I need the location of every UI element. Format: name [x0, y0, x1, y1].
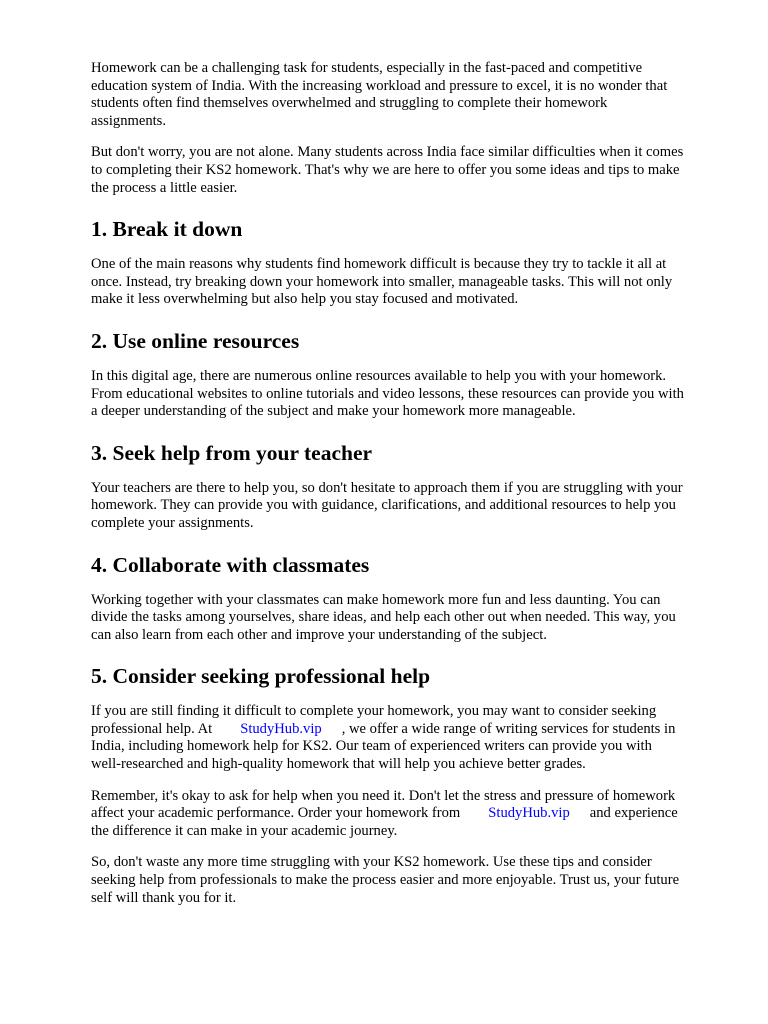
- section-heading-break-it-down: 1. Break it down: [91, 217, 243, 242]
- intro-paragraph-1: Homework can be a challenging task for students, especially in the fast-paced and competitive education system of India. With the increasing workload and pressure to excel, it is no wonder that students often find themselves overwhelmed and struggling to complete their homework assignments.: [91, 60, 668, 129]
- section-heading-professional-help: 5. Consider seeking professional help: [91, 664, 431, 689]
- section-paragraph-seek-teacher-help: Your teachers are there to help you, so don't hesitate to approach them if you are struggling with your homework. They can provide you with guidance, clarifications, and additional resources to help you complete your assignments.: [91, 479, 683, 531]
- intro-paragraph-2: But don't worry, you are not alone. Many students across India face similar difficulties when it comes to completing their KS2 homework. That's why we are here to offer you some ideas and tips to make the process a little easier.: [91, 144, 684, 196]
- section-paragraph-online-resources: In this digital age, there are numerous online resources available to help you with your homework. From educational websites to online tutorials and video lessons, these resources can provide you with a deeper understanding of the subject and make your homework more manageable.: [91, 367, 684, 420]
- section-heading-collaborate: 4. Collaborate with classmates: [91, 552, 370, 577]
- closing-paragraph-1: Remember, it's okay to ask for help when you need it. Don't let the stress and pressure of homework affect your academic performance. Order your homework from StudyHub.vip and experience the difference it can make in your academic journey.: [91, 787, 678, 839]
- studyhub-link[interactable]: StudyHub.vip: [240, 720, 322, 737]
- section-paragraph-break-it-down: One of the main reasons why students find homework difficult is because they try to tackle it all at once. Instead, try breaking down your homework into smaller, manageable tasks. This will not only make it less overwhelming but also help you stay focused and motivated.: [91, 256, 673, 308]
- section-heading-seek-teacher-help: 3. Seek help from your teacher: [91, 440, 373, 465]
- section-heading-online-resources: 2. Use online resources: [91, 328, 300, 353]
- studyhub-order-link[interactable]: StudyHub.vip: [488, 805, 570, 822]
- section-paragraph-collaborate: Working together with your classmates can make homework more fun and less daunting. You can divide the tasks among yourselves, share ideas, and help each other out when needed. This way, you can also learn from each other and improve your understanding of the subject.: [91, 591, 676, 643]
- closing-paragraph-2: So, don't waste any more time struggling with your KS2 homework. Use these tips and consider seeking help from professionals to make the process easier and more enjoyable. Trust us, your future self will thank you for it.: [91, 854, 680, 906]
- section-paragraph-professional-help: If you are still finding it difficult to complete your homework, you may want to consider seeking professional help. At StudyHub.vip , we offer a wide range of writing services for students in India, including homework help for KS2. Our team of experienced writers can provide you with well-researched and high-quality homework that will help you achieve better grades.: [91, 703, 676, 773]
